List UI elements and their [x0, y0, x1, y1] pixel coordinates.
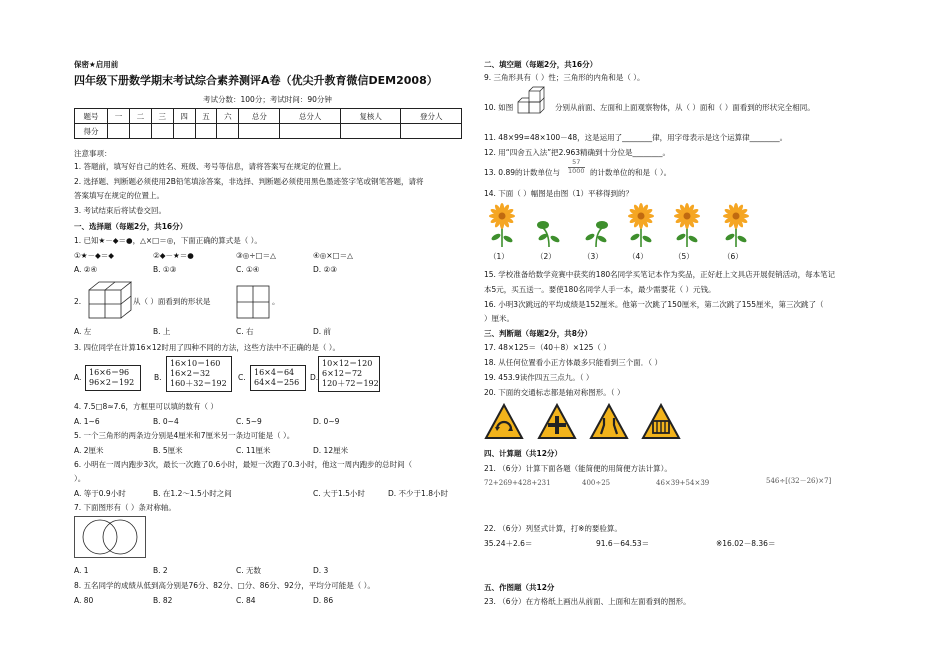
calc-item: 72+269+428+231 — [484, 479, 551, 487]
q3-d-line: 10×12＝120 — [322, 359, 373, 368]
q15: 15. 学校准备给数学竞赛中获奖的180名同学买笔记本作为奖品，正好赶上文具店开展促销活动，每本笔记 — [484, 270, 836, 279]
q1-option: ④◎×□＝△ — [313, 251, 353, 260]
q2-choice-b[interactable]: B. 上 — [153, 327, 171, 336]
q6-choice-b[interactable]: B. 在1.2～1.5小时之间 — [153, 489, 232, 498]
score-table — [74, 108, 462, 139]
section-2-heading: 二、填空题（每题2分，共16分） — [484, 60, 598, 69]
cubes-figure — [517, 86, 553, 116]
sunflower-icon — [625, 203, 657, 249]
table-cell: 题号 — [75, 109, 108, 124]
page-title: 四年级下册数学期末考试综合素养测评A卷（优尖升教育微信DEM2008） — [74, 74, 438, 87]
q7-choice-c[interactable]: C. 无数 — [236, 566, 262, 575]
q3-label-c[interactable]: C. — [238, 373, 246, 382]
q5-choice-b[interactable]: B. 5厘米 — [153, 446, 183, 455]
q3-d-line: 6×12＝72 — [322, 369, 363, 378]
q15-cont: 本5元，买五送一。要使180名同学人手一本，最少需要花（ ）元钱。 — [484, 285, 716, 294]
note-3: 3. 考试结束后将试卷交回。 — [74, 206, 167, 215]
q6-stem: 6. 小明在一周内跑步3次，最长一次跑了0.6小时，最短一次跑了0.3小时，他这一周内跑步的总时间（ — [74, 460, 413, 469]
q1-choice-c[interactable]: C. ①④ — [236, 265, 260, 274]
q3-b-line: 16×10＝160 — [170, 359, 221, 368]
table-cell[interactable] — [340, 124, 401, 139]
q21: 21. （6分）计算下面各题（能简便的用简便方法计算）。 — [484, 464, 672, 473]
calc2-item: 35.24＋2.6＝ — [484, 539, 533, 548]
note-1: 1. 答题前，填写好自己的姓名、班级、考号等信息，请将答案写在规定的位置上。 — [74, 162, 347, 171]
note-2: 2. 选择题、判断题必须使用2B铅笔填涂答案，非选择、判断题必须使用黑色墨迹签字笔或钢笔答题，请将 — [74, 177, 424, 186]
q3-stem: 3. 四位同学在计算16×12时用了四种不同的方法，这些方法中不正确的是（ ）。 — [74, 343, 341, 352]
table-cell: 复核人 — [340, 109, 401, 124]
q5-stem: 5. 一个三角形的两条边分别是4厘米和7厘米另一条边可能是（ ）。 — [74, 431, 295, 440]
q3-a-line: 16×6＝96 — [89, 368, 130, 377]
q3-box-d — [318, 356, 380, 392]
fraction-denominator: 1000 — [568, 166, 585, 175]
q18: 18. 从任何位置看小正方体最多只能看到三个面．（ ） — [484, 358, 662, 367]
q3-box-a — [85, 365, 141, 391]
calc2-item: 91.6－64.53＝ — [596, 539, 650, 548]
q8-stem: 8. 五名同学的成绩从低到高分别是76分、82分、□分、86分、92分，平均分可能是（ ）。 — [74, 581, 375, 590]
sunflower-icon — [533, 203, 565, 249]
table-cell: 四 — [173, 109, 195, 124]
table-cell: 五 — [195, 109, 217, 124]
q14-stem: 14. 下面（ ）幅图是由图（1）平移得到的？ — [484, 189, 633, 198]
q2-stem: 从（ ）面看到的形状是 — [133, 297, 211, 306]
table-cell[interactable] — [108, 124, 130, 139]
q3-a-line: 96×2＝192 — [89, 378, 135, 387]
q6-choice-d[interactable]: D. 不少于1.8小时 — [388, 489, 448, 498]
q17: 17. 48×125＝（40＋8）×125（ ） — [484, 343, 611, 352]
q1-option: ②◆－★＝● — [153, 251, 194, 260]
q8-choice-c[interactable]: C. 84 — [236, 596, 256, 605]
q4-choice-d[interactable]: D. 0~9 — [313, 417, 340, 426]
table-cell[interactable] — [151, 124, 173, 139]
q5-choice-c[interactable]: C. 11厘米 — [236, 446, 271, 455]
view-shape-figure — [236, 285, 270, 319]
table-cell[interactable] — [239, 124, 280, 139]
section-1-heading: 一、选择题（每题2分，共16分） — [74, 222, 188, 231]
q3-c-line: 64×4＝256 — [254, 378, 300, 387]
q5-choice-a[interactable]: A. 2厘米 — [74, 446, 104, 455]
q3-box-c — [250, 365, 306, 391]
secret-label: 保密★启用前 — [74, 60, 119, 69]
notes-heading: 注意事项： — [74, 149, 112, 158]
q13-fraction — [568, 159, 585, 176]
table-cell: 一 — [108, 109, 130, 124]
table-cell[interactable] — [280, 124, 341, 139]
q4-choice-a[interactable]: A. 1~6 — [74, 417, 100, 426]
narrow-road-sign-icon — [589, 403, 629, 441]
flower-label: （6） — [723, 252, 743, 261]
q3-label-b[interactable]: B. — [154, 373, 162, 382]
sunflower-icon — [486, 203, 518, 249]
calc-item: 400÷25 — [582, 479, 611, 487]
calc2-item: ※16.02－8.36＝ — [716, 539, 776, 548]
section-5-heading: 五、作图题（共12分 — [484, 583, 555, 592]
q1-choice-a[interactable]: A. ②④ — [74, 265, 98, 274]
crossroad-sign-icon — [537, 403, 577, 441]
q10-stem: 分别从前面、左面和上面观察物体，从（ ）面和（ ）面看到的形状完全相同。 — [555, 103, 815, 112]
q13-stem: 13. 0.89的计数单位与 — [484, 168, 561, 177]
roundabout-sign-icon — [484, 403, 524, 441]
score-table-header-row — [75, 109, 462, 124]
flower-label: （5） — [674, 252, 694, 261]
q16-cont: ）厘米。 — [484, 314, 514, 323]
table-cell: 登分人 — [401, 109, 462, 124]
q7-choice-a[interactable]: A. 1 — [74, 566, 89, 575]
table-cell: 得分 — [75, 124, 108, 139]
q2-choice-c[interactable]: C. 右 — [236, 327, 254, 336]
q9: 9. 三角形具有（ ）性；三角形的内角和是（ ）。 — [484, 73, 645, 82]
q10-number: 10. 如图 — [484, 103, 514, 112]
table-cell: 二 — [129, 109, 151, 124]
railway-crossing-sign-icon — [641, 403, 681, 441]
q20: 20. 下面的交通标志都是轴对称图形。（ ） — [484, 388, 625, 397]
q7-choice-b[interactable]: B. 2 — [153, 566, 168, 575]
flower-label: （2） — [536, 252, 556, 261]
q6-choice-a[interactable]: A. 等于0.9小时 — [74, 489, 126, 498]
q8-choice-a[interactable]: A. 80 — [74, 596, 94, 605]
q1-choice-d[interactable]: D. ②③ — [313, 265, 337, 274]
q7-stem: 7. 下面图形有（ ）条对称轴。 — [74, 503, 176, 512]
note-2-cont: 答案填写在规定的位置上。 — [74, 191, 164, 200]
q23: 23. （6分）在方格纸上画出从前面、上面和左面看到的图形。 — [484, 597, 691, 606]
table-cell: 三 — [151, 109, 173, 124]
fraction-numerator: 57 — [572, 158, 581, 166]
q4-stem: 4. 7.5□8≈7.6，方框里可以填的数有（ ） — [74, 402, 218, 411]
table-cell[interactable] — [195, 124, 217, 139]
flower-label: （4） — [628, 252, 648, 261]
sunflower-icon — [720, 203, 752, 249]
q22: 22. （6分）列竖式计算，打※的要验算。 — [484, 524, 622, 533]
q2-choice-d[interactable]: D. 前 — [313, 327, 332, 336]
q16: 16. 小明3次跳远的平均成绩是152厘米。他第一次跳了150厘米，第二次跳了155厘米，第三次跳了（ — [484, 300, 824, 309]
score-table-score-row — [75, 124, 462, 139]
calc-item: 46×39+54×39 — [656, 479, 710, 487]
q19: 19. 453.9读作四五三点九。（ ） — [484, 373, 594, 382]
q3-c-line: 16×4＝64 — [254, 368, 295, 377]
q1-option: ③◎÷□＝△ — [236, 251, 276, 260]
q3-label-a[interactable]: A. — [74, 373, 82, 382]
table-cell: 六 — [217, 109, 239, 124]
exam-subtitle: 考试分数：100分；考试时间：90分钟 — [203, 95, 332, 104]
q3-box-b — [166, 356, 232, 392]
sunflower-icon — [671, 203, 703, 249]
table-cell[interactable] — [217, 124, 239, 139]
calc-item: 546÷[(32－26)×7] — [766, 477, 832, 485]
q3-b-line: 16×2＝32 — [170, 369, 211, 378]
q6-stem-end: ）。 — [74, 474, 86, 483]
flower-label: （1） — [489, 252, 509, 261]
q3-label-d[interactable]: D. — [310, 373, 319, 382]
table-cell[interactable] — [173, 124, 195, 139]
q2-number: 2. — [74, 297, 82, 306]
table-cell[interactable] — [401, 124, 462, 139]
cube-stack-figure — [87, 280, 133, 320]
overlapping-circles-figure — [74, 516, 146, 558]
q5-choice-d[interactable]: D. 12厘米 — [313, 446, 349, 455]
q4-choice-b[interactable]: B. 0~4 — [153, 417, 179, 426]
q6-choice-c[interactable]: C. 大于1.5小时 — [313, 489, 365, 498]
q3-d-line: 120＋72＝192 — [322, 379, 379, 388]
sunflower-icon — [580, 203, 612, 249]
q1-stem: 1. 已知★－◆＝●，△×□＝◎，下面正确的算式是（ ）。 — [74, 236, 262, 245]
flower-label: （3） — [583, 252, 603, 261]
section-3-heading: 三、判断题（每题2分，共8分） — [484, 329, 592, 338]
table-cell: 总分人 — [280, 109, 341, 124]
q12: 12. 用“四舍五入法”把2.963精确到十分位是________。 — [484, 148, 671, 157]
table-cell[interactable] — [129, 124, 151, 139]
q7-choice-d[interactable]: D. 3 — [313, 566, 329, 575]
q3-b-line: 160＋32＝192 — [170, 379, 227, 388]
q1-choice-b[interactable]: B. ①③ — [153, 265, 177, 274]
q13-stem-end: 的计数单位的和是（ ）。 — [590, 168, 672, 177]
table-cell: 总分 — [239, 109, 280, 124]
q4-choice-c[interactable]: C. 5~9 — [236, 417, 262, 426]
q2-choice-a[interactable]: A. 左 — [74, 327, 92, 336]
q8-choice-b[interactable]: B. 82 — [153, 596, 173, 605]
q1-option: ①★－◆＝◆ — [74, 251, 114, 260]
section-4-heading: 四、计算题（共12分） — [484, 449, 562, 458]
q8-choice-d[interactable]: D. 86 — [313, 596, 334, 605]
q2-stem-end: 。 — [272, 297, 280, 306]
q11: 11. 48×99=48×100－48，这是运用了________律，用字母表示是这个运算律________。 — [484, 133, 788, 142]
